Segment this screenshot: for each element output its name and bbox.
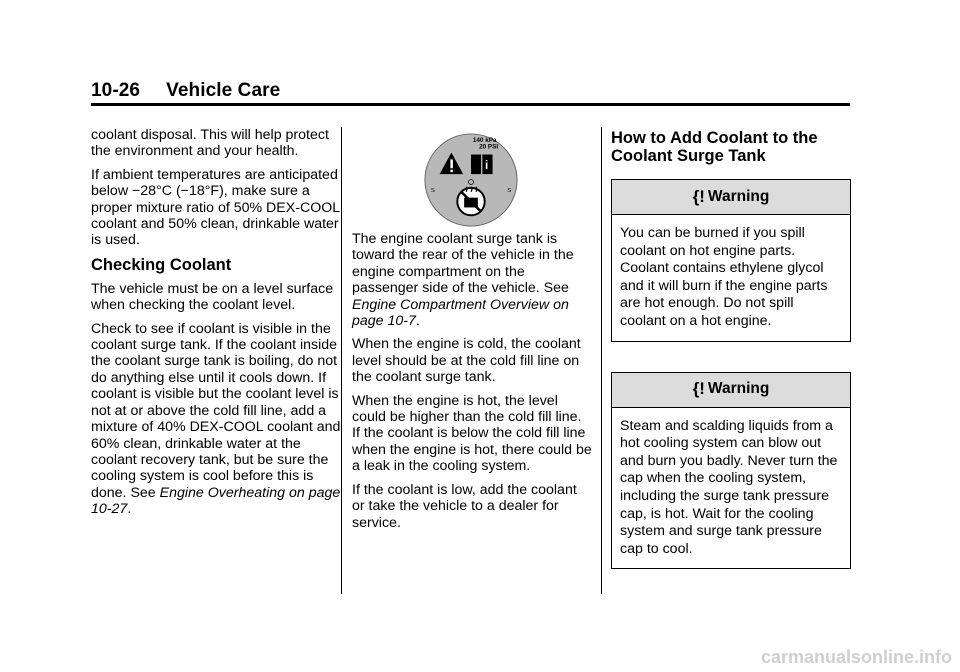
paragraph: The engine coolant surge tank is toward the rear of the vehicle in the engine compartment on the passenger side of the vehicle. See Engine Compartment Overview on page 10-7. <box>352 231 574 330</box>
warning-symbol-icon: {! <box>692 186 705 206</box>
column-3 <box>611 129 851 599</box>
section-heading: Checking Coolant <box>91 255 232 274</box>
column-divider <box>341 127 342 594</box>
page-header <box>91 80 280 102</box>
marker-left: S <box>430 187 435 194</box>
warning-title: Warning <box>707 380 770 398</box>
paragraph-text: The engine coolant surge tank is toward the rear of the vehicle in the engine compartment on the passenger side of the vehicle. See <box>352 231 574 297</box>
paragraph: The vehicle must be on a level surface when checking the coolant level. <box>91 280 334 314</box>
paragraph: Check to see if coolant is visible in the coolant surge tank. If the coolant inside the coolant surge tank is boiling, do not do anything else until it cools down. If coolant is visible but the coolant level is not at or above the cold fill line, add a mixture of 40% DEX-COOL coolant and 60% clean, drinkable water at the coolant recovery tank, but be sure the cooling system is cool before this is done. See Engine Overheating on page 10-27. <box>91 320 341 518</box>
paragraph: If ambient temperatures are anticipated below −28°C (−18°F), make sure a proper mixture ratio of 50% DEX-COOL coolant and 50% clean, drinkable water is used. <box>91 166 340 249</box>
paragraph: When the engine is hot, the level could be higher than the cold fill line. If the coolant is below the cold fill line when the engine is hot, there could be a leak in the cooling system. <box>352 392 592 475</box>
warning-symbol-icon: {! <box>692 379 705 399</box>
column-1 <box>91 127 341 525</box>
page-number: 10-26 <box>91 80 141 101</box>
column-2 <box>352 231 592 538</box>
paragraph: When the engine is cold, the coolant level should be at the cold fill line on the coolant surge tank. <box>352 336 581 386</box>
psi-label: 20 PSI <box>479 143 499 151</box>
warning-body: You can be burned if you spill coolant on hot engine parts. Coolant contains ethylene glycol and it will burn if the engine parts are hot enough. Do not spill coolant on a hot engine. <box>620 225 828 329</box>
header-rule <box>91 103 850 106</box>
warning-title: Warning <box>707 187 770 205</box>
cross-reference-link[interactable]: Engine Compartment Overview on page 10-7 <box>352 296 569 330</box>
paragraph: coolant disposal. This will help protect the environment and your health. <box>91 127 329 160</box>
warning-header <box>612 180 850 215</box>
warning-box <box>611 179 851 342</box>
marker-right: S <box>507 187 512 194</box>
svg-text:i: i <box>485 159 489 173</box>
paragraph-text: Check to see if coolant is visible in the coolant surge tank. If the coolant inside the coolant surge tank is boiling, do not do anything else until it cools down. If coolant is visible but the coolant level is not at or above the cold fill line, add a mixture of 40% DEX-COOL coolant and 60% clean, drinkable water at the coolant recovery tank, but be sure the cooling system is cool before this is done. See <box>91 320 341 501</box>
section-title: Vehicle Care <box>166 80 281 101</box>
watermark: carmanualsonline.info <box>760 647 952 667</box>
pressure-cap-label-icon <box>422 131 520 229</box>
warning-header <box>612 373 850 408</box>
paragraph: If the coolant is low, add the coolant or take the vehicle to a dealer for service. <box>352 481 577 531</box>
section-heading: How to Add Coolant to the Coolant Surge Tank <box>611 129 818 165</box>
column-divider <box>601 127 602 594</box>
kpa-label: 140 kPa <box>472 136 497 144</box>
cross-reference-link[interactable]: Engine Overheating on page 10-27 <box>91 484 341 518</box>
warning-body: Steam and scalding liquids from a hot cooling system can blow out and burn you badly. Never turn the cap when the cooling system, including the surge tank pressure cap, is hot. Wait for the cooling system and surge tank pressure cap to cool. <box>620 417 838 557</box>
warning-box <box>611 372 851 570</box>
